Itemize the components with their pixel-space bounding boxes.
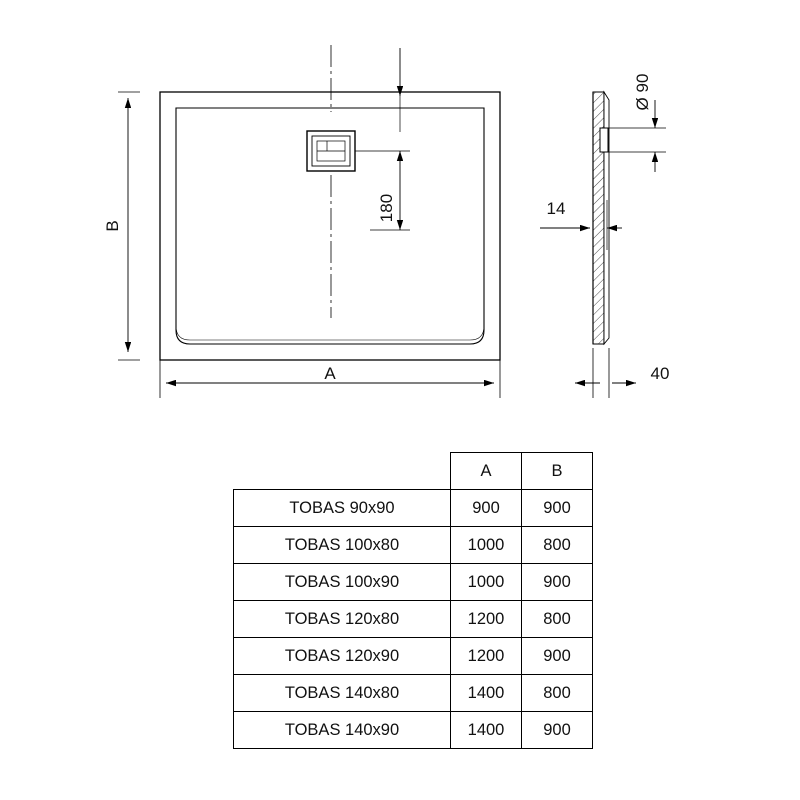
value-a: 900 (451, 490, 522, 527)
dim-14-label: 14 (546, 199, 566, 218)
value-a: 1200 (451, 638, 522, 675)
value-b: 900 (522, 712, 593, 749)
dim-b-label: B (103, 220, 122, 232)
table-row (234, 638, 593, 675)
value-b: 900 (522, 564, 593, 601)
table-row (234, 601, 593, 638)
value-b: 800 (522, 601, 593, 638)
table-row (234, 490, 593, 527)
table-row (234, 712, 593, 749)
dim-a-label: A (324, 364, 336, 383)
dimension-table (233, 452, 593, 749)
table-header-blank (234, 453, 451, 490)
dim-40-label: 40 (650, 364, 670, 383)
model-name: TOBAS 100x80 (234, 527, 451, 564)
table-row (234, 527, 593, 564)
value-a: 1000 (451, 564, 522, 601)
dim-180-label: 180 (377, 193, 396, 223)
value-a: 1200 (451, 601, 522, 638)
value-b: 800 (522, 675, 593, 712)
value-a: 1400 (451, 712, 522, 749)
table-header-row (234, 453, 593, 490)
model-name: TOBAS 140x80 (234, 675, 451, 712)
table-row (234, 564, 593, 601)
plan-view (103, 45, 500, 398)
section-view (540, 74, 669, 398)
dim-diameter-90-label: Ø 90 (633, 73, 652, 111)
table-header-a: A (451, 453, 522, 490)
model-name: TOBAS 120x80 (234, 601, 451, 638)
table-header-b: B (522, 453, 593, 490)
model-name: TOBAS 140x90 (234, 712, 451, 749)
model-name: TOBAS 100x90 (234, 564, 451, 601)
value-b: 900 (522, 490, 593, 527)
model-name: TOBAS 90x90 (234, 490, 451, 527)
table-row (234, 675, 593, 712)
value-a: 1400 (451, 675, 522, 712)
model-name: TOBAS 120x90 (234, 638, 451, 675)
value-b: 800 (522, 527, 593, 564)
value-a: 1000 (451, 527, 522, 564)
value-b: 900 (522, 638, 593, 675)
